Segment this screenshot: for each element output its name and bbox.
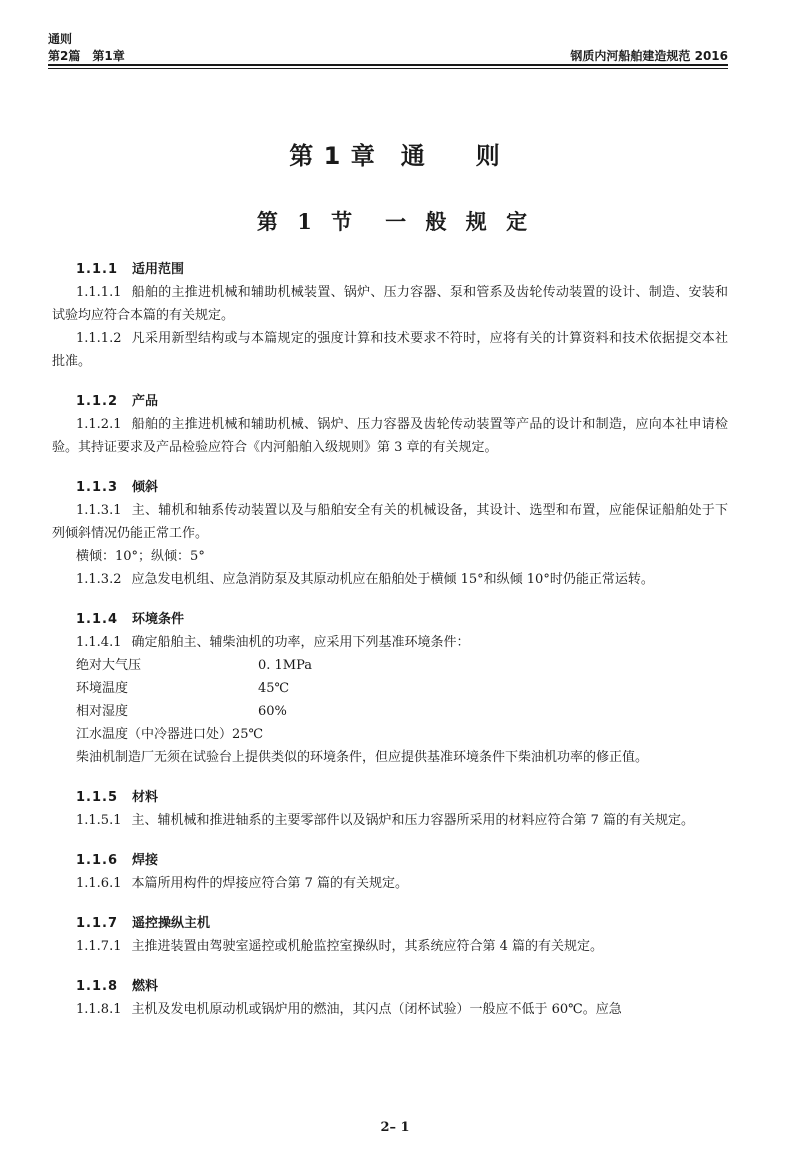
clause-number: 1.1.2 [76, 394, 119, 409]
paragraph-1-1-8-1 [52, 998, 728, 1021]
section-title: 第 1 节 一 般 规 定 [256, 209, 534, 234]
paragraph-text: 船舶的主推进机械和辅助机械、锅炉、压力容器及齿轮传动装置等产品的设计和制造，应向本社申请检验。其持证要求及产品检验应符合《内河船舶入级规则》第 3 章的有关规定。 [52, 417, 728, 455]
env-condition-row [52, 654, 728, 677]
clause-number: 1.1.4 [76, 612, 119, 627]
paragraph-text: 主、辅机械和推进轴系的主要零部件以及锅炉和压力容器所采用的材料应符合第 7 篇的有关规定。 [131, 813, 695, 828]
header-book-title: 钢质内河船舶建造规范 2016 [570, 49, 728, 63]
document-body [52, 258, 728, 1021]
env-condition-row [52, 723, 728, 746]
env-condition-label: 江水温度（中冷器进口处） [76, 727, 233, 742]
env-condition-value: 0. 1MPa [258, 658, 313, 673]
paragraph-1-1-3-1 [52, 499, 728, 545]
paragraph-1-1-4-1 [52, 631, 728, 654]
env-condition-label: 环境温度 [76, 681, 129, 696]
paragraph-number: 1.1.7.1 [76, 939, 122, 954]
clause-heading-1-1-5 [52, 786, 728, 809]
clause-number: 1.1.5 [76, 790, 119, 805]
clause-title: 环境条件 [132, 612, 185, 627]
paragraph-text: 本篇所用构件的焊接应符合第 7 篇的有关规定。 [131, 876, 409, 891]
paragraph-text: 确定船舶主、辅柴油机的功率，应采用下列基准环境条件： [131, 635, 470, 650]
paragraph-number: 1.1.1.2 [76, 331, 122, 346]
paragraph-number: 1.1.8.1 [76, 1002, 122, 1017]
env-condition-label: 相对湿度 [76, 704, 129, 719]
clause-title: 遥控操纵主机 [132, 916, 211, 931]
header-rule-thin [48, 68, 728, 69]
header-location: 第2篇 第1章 [48, 49, 125, 63]
paragraph-number: 1.1.2.1 [76, 417, 122, 432]
paragraph-1-1-5-1 [52, 809, 728, 832]
paragraph-text: 船舶的主推进机械和辅助机械装置、锅炉、压力容器、泵和管系及齿轮传动装置的设计、制造、安装和试验均应符合本篇的有关规定。 [52, 285, 728, 323]
paragraph-1-1-1-1 [52, 281, 728, 327]
clause-heading-1-1-4 [52, 608, 728, 631]
paragraph-text: 应急发电机组、应急消防泵及其原动机应在船舶处于横倾 15°和纵倾 10°时仍能正常运转。 [131, 572, 654, 587]
clause-number: 1.1.6 [76, 853, 119, 868]
chapter-title: 第 1 章 通 则 [289, 142, 501, 170]
paragraph-1-1-3-2 [52, 568, 728, 591]
clause-heading-1-1-8 [52, 975, 728, 998]
paragraph-text: 主机及发电机原动机或锅炉用的燃油，其闪点（闭杯试验）一般应不低于 60℃。应急 [131, 1002, 622, 1017]
page-number: 2– 1 [380, 1120, 410, 1135]
paragraph-number: 1.1.4.1 [76, 635, 122, 650]
running-header-part: 通则 [48, 32, 73, 46]
clause-heading-1-1-7 [52, 912, 728, 935]
clause-heading-1-1-6 [52, 849, 728, 872]
paragraph-1-1-1-2 [52, 327, 728, 373]
paragraph-number: 1.1.3.1 [76, 503, 122, 518]
paragraph-1-1-6-1 [52, 872, 728, 895]
clause-number: 1.1.8 [76, 979, 119, 994]
env-condition-label: 绝对大气压 [76, 658, 142, 673]
paragraph-text: 主、辅机和轴系传动装置以及与船舶安全有关的机械设备，其设计、选型和布置，应能保证船舶处于下列倾斜情况仍能正常工作。 [52, 503, 728, 541]
clause-title: 燃料 [132, 979, 159, 994]
clause-heading-1-1-2 [52, 390, 728, 413]
paragraph-1-1-7-1 [52, 935, 728, 958]
clause-number: 1.1.7 [76, 916, 119, 931]
paragraph-1-1-2-1 [52, 413, 728, 459]
paragraph-text: 凡采用新型结构或与本篇规定的强度计算和技术要求不符时，应将有关的计算资料和技术依据提交本社批准。 [52, 331, 728, 369]
paragraph-number: 1.1.6.1 [76, 876, 122, 891]
clause-title: 适用范围 [132, 262, 185, 277]
env-condition-value: 45℃ [258, 681, 290, 696]
env-condition-note: 柴油机制造厂无须在试验台上提供类似的环境条件，但应提供基准环境条件下柴油机功率的修正值。 [76, 750, 649, 765]
running-header [48, 47, 728, 64]
clause-title: 材料 [132, 790, 159, 805]
paragraph-number: 1.1.1.1 [76, 285, 122, 300]
clause-title: 倾斜 [132, 480, 159, 495]
env-condition-value: 60% [258, 704, 287, 719]
paragraph-number: 1.1.3.2 [76, 572, 122, 587]
paragraph-text: 主推进装置由驾驶室遥控或机舱监控室操纵时，其系统应符合第 4 篇的有关规定。 [131, 939, 604, 954]
clause-heading-1-1-1 [52, 258, 728, 281]
paragraph-number: 1.1.5.1 [76, 813, 122, 828]
clause-number: 1.1.3 [76, 480, 119, 495]
clause-title: 焊接 [132, 853, 159, 868]
env-condition-row [52, 700, 728, 723]
clause-heading-1-1-3 [52, 476, 728, 499]
inclination-angles: 横倾：10°；纵倾：5° [76, 549, 205, 564]
header-rule-thick [48, 64, 728, 66]
clause-number: 1.1.1 [76, 262, 119, 277]
env-condition-value: 25℃ [232, 727, 264, 742]
env-condition-row [52, 677, 728, 700]
clause-title: 产品 [132, 394, 159, 409]
